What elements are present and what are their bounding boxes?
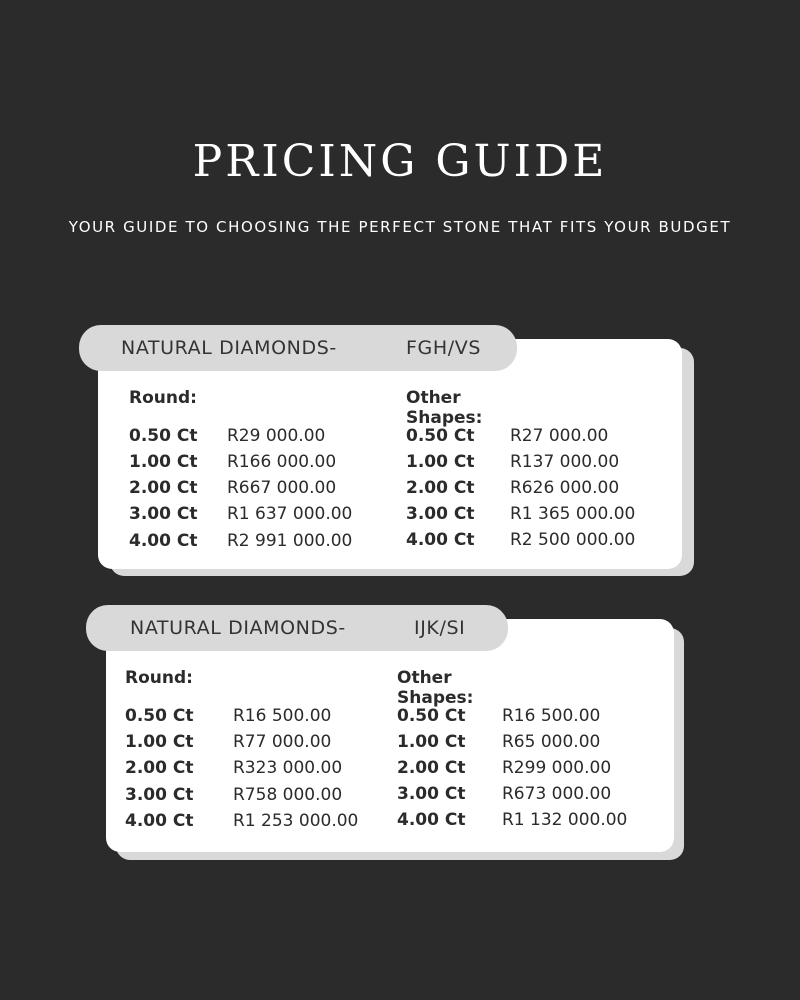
price-value: R299 000.00 — [502, 758, 612, 778]
carat-label: 1.00 Ct — [125, 732, 194, 752]
price-value: R65 000.00 — [502, 732, 601, 752]
carat-label: 2.00 Ct — [397, 758, 466, 778]
price-value: R758 000.00 — [233, 785, 343, 805]
section-label: NATURAL DIAMONDS- — [130, 617, 346, 639]
section-grade: FGH/VS — [406, 337, 481, 359]
price-value: R16 500.00 — [233, 706, 332, 726]
round-heading: Round: — [129, 388, 197, 408]
carat-label: 0.50 Ct — [406, 426, 475, 446]
carat-label: 0.50 Ct — [129, 426, 198, 446]
other-shapes-heading: Other Shapes: — [397, 668, 474, 708]
carat-label: 4.00 Ct — [397, 810, 466, 830]
price-value: R673 000.00 — [502, 784, 612, 804]
price-value: R166 000.00 — [227, 452, 337, 472]
price-value: R1 132 000.00 — [502, 810, 628, 830]
section-label: NATURAL DIAMONDS- — [121, 337, 337, 359]
price-value: R626 000.00 — [510, 478, 620, 498]
section-grade: IJK/SI — [414, 617, 466, 639]
carat-label: 2.00 Ct — [125, 758, 194, 778]
round-heading: Round: — [125, 668, 193, 688]
carat-label: 0.50 Ct — [397, 706, 466, 726]
price-value: R16 500.00 — [502, 706, 601, 726]
price-value: R1 637 000.00 — [227, 504, 353, 524]
carat-label: 4.00 Ct — [129, 531, 198, 551]
page-title: PRICING GUIDE — [192, 136, 608, 187]
price-value: R77 000.00 — [233, 732, 332, 752]
carat-label: 2.00 Ct — [406, 478, 475, 498]
price-value: R137 000.00 — [510, 452, 620, 472]
price-value: R2 991 000.00 — [227, 531, 353, 551]
price-value: R29 000.00 — [227, 426, 326, 446]
price-value: R27 000.00 — [510, 426, 609, 446]
carat-label: 3.00 Ct — [129, 504, 198, 524]
price-value: R1 365 000.00 — [510, 504, 636, 524]
page-subtitle: YOUR GUIDE TO CHOOSING THE PERFECT STONE THAT FITS YOUR BUDGET — [68, 218, 732, 236]
carat-label: 0.50 Ct — [125, 706, 194, 726]
carat-label: 2.00 Ct — [129, 478, 198, 498]
carat-label: 1.00 Ct — [129, 452, 198, 472]
price-value: R2 500 000.00 — [510, 530, 636, 550]
carat-label: 4.00 Ct — [125, 811, 194, 831]
other-shapes-heading: Other Shapes: — [406, 388, 483, 428]
price-value: R323 000.00 — [233, 758, 343, 778]
carat-label: 4.00 Ct — [406, 530, 475, 550]
section-tab — [79, 325, 517, 371]
carat-label: 3.00 Ct — [397, 784, 466, 804]
carat-label: 3.00 Ct — [125, 785, 194, 805]
carat-label: 1.00 Ct — [406, 452, 475, 472]
carat-label: 3.00 Ct — [406, 504, 475, 524]
price-value: R667 000.00 — [227, 478, 337, 498]
carat-label: 1.00 Ct — [397, 732, 466, 752]
section-tab — [86, 605, 508, 651]
price-value: R1 253 000.00 — [233, 811, 359, 831]
